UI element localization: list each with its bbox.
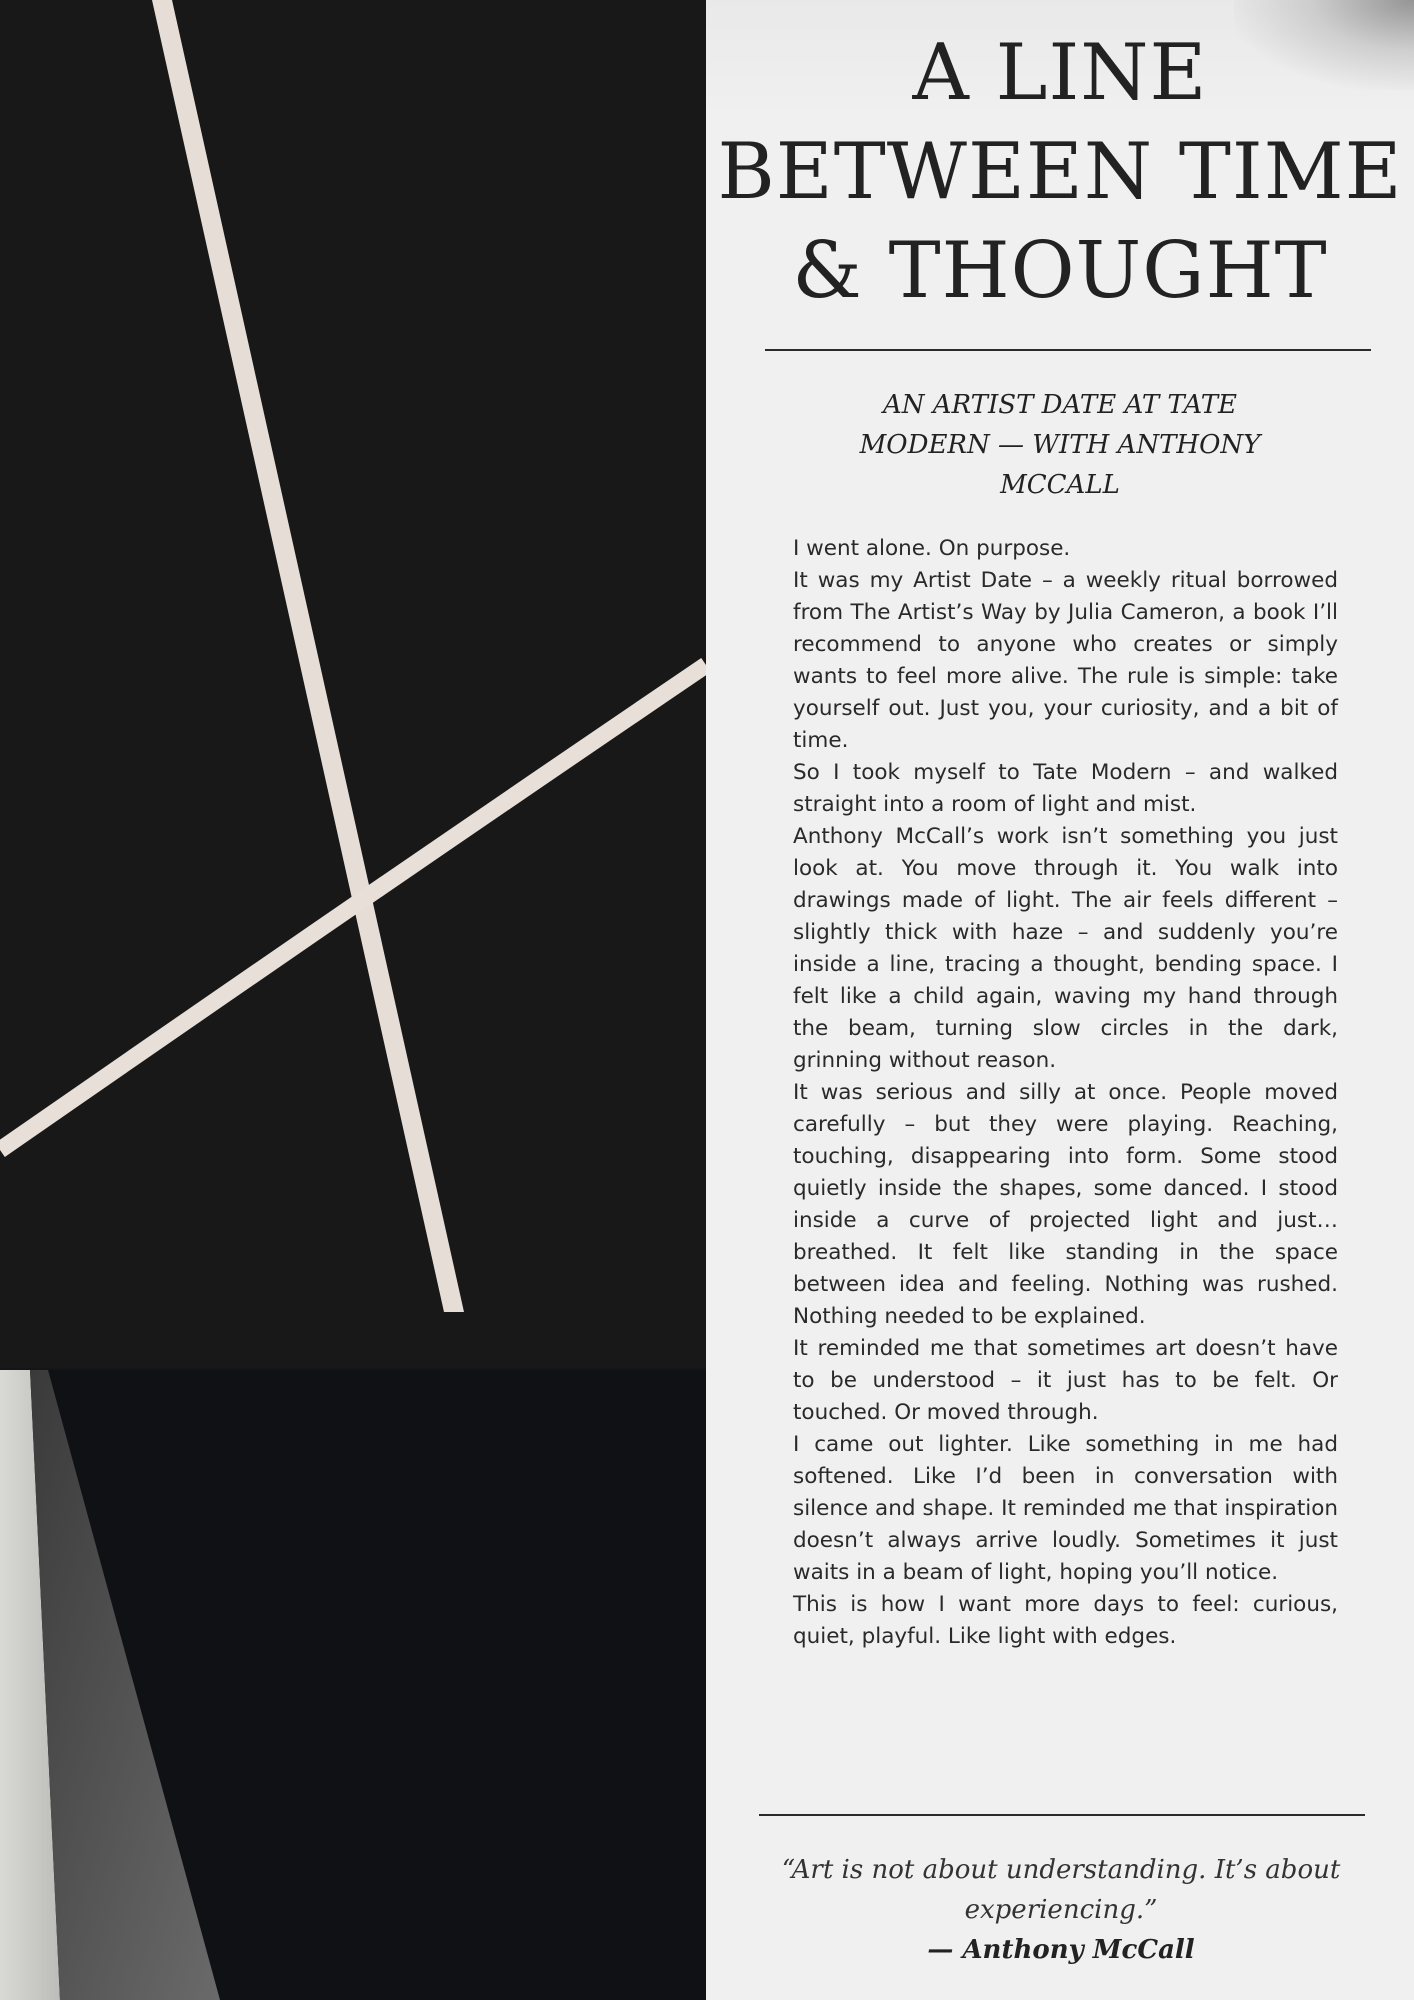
installation-photo: [0, 0, 706, 2000]
page-title: [706, 24, 1414, 321]
article-body: [793, 533, 1338, 1653]
title-line-3: & THOUGHT: [792, 226, 1328, 316]
paragraph: It was my Artist Date – a weekly ritual borrowed from The Artist’s Way by Julia Cameron, a book I’ll recommend to anyone who creates or simply wants to feel more alive. The rule is simple: take yourself out. Just you, your curiosity, and a bit of time.: [793, 568, 1338, 753]
article-panel: [706, 0, 1414, 2000]
quote-divider: [759, 1814, 1365, 1816]
pull-quote: [766, 1850, 1356, 1970]
paragraph: Anthony McCall’s work isn’t something you just look at. You move through it. You walk into drawings made of light. The air feels different – slightly thick with haze – and suddenly you’re inside a line, tracing a thought, bending space. I felt like a child again, waving my hand through the beam, turning slow circles in the dark, grinning without reason.: [793, 824, 1338, 1073]
paragraph: I came out lighter. Like something in me had softened. Like I’d been in conversation with silence and shape. It reminded me that inspiration doesn’t always arrive loudly. Sometimes it just waits in a beam of light, hoping you’ll notice.: [793, 1432, 1338, 1585]
paragraph: So I took myself to Tate Modern – and walked straight into a room of light and mist.: [793, 760, 1338, 817]
paragraph: It was serious and silly at once. People moved carefully – but they were playing. Reaching, touching, disappearing into form. Some stood quietly inside the shapes, some danced. I stood inside a curve of projected light and just… breathed. It felt like standing in the space between idea and feeling. Nothing was rushed. Nothing needed to be explained.: [793, 1080, 1338, 1329]
paragraph: I went alone. On purpose.: [793, 536, 1071, 561]
quote-text: “Art is not about understanding. It’s about experiencing.”: [781, 1855, 1341, 1925]
article-subtitle: AN ARTIST DATE AT TATE MODERN — WITH ANTHONY MCCALL: [859, 390, 1261, 500]
paragraph: It reminded me that sometimes art doesn’t have to be understood – it just has to be felt. Or touched. Or moved through.: [793, 1336, 1338, 1425]
paragraph: This is how I want more days to feel: curious, quiet, playful. Like light with edges.: [793, 1592, 1338, 1649]
title-line-1: A LINE: [912, 28, 1208, 118]
haze-overlay: [0, 0, 706, 1370]
quote-attribution: — Anthony McCall: [927, 1935, 1195, 1965]
title-line-2: BETWEEN TIME: [717, 127, 1403, 217]
title-divider: [765, 349, 1371, 351]
